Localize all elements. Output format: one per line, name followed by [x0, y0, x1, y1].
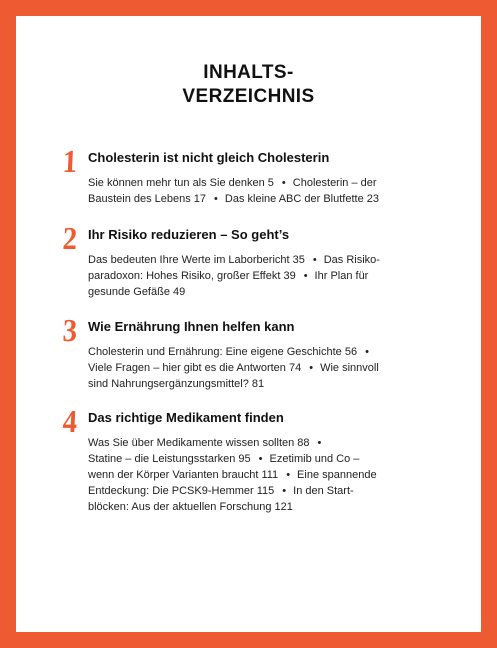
bullet-separator: • [258, 453, 263, 465]
chapter-title: Cholesterin ist nicht gleich Cholesterin [88, 150, 330, 165]
entry-text: Entdeckung: Die PCSK9-Hemmer 115 [88, 485, 275, 497]
entry-text: In den Start- [293, 485, 354, 497]
entry-line [88, 344, 418, 360]
entry-text: Cholesterin und Ernährung: Eine eigene Geschichte 56 [88, 346, 358, 358]
entry-text: Was Sie über Medikamente wissen sollten 88 [88, 437, 310, 449]
chapter-number: 4 [61, 403, 79, 439]
bullet-separator: • [312, 254, 317, 266]
entry-text: Das kleine ABC der Blutfette 23 [224, 193, 379, 205]
entry-text: paradoxon: Hohes Risiko, großer Effekt 39 [88, 270, 296, 282]
bullet-separator: • [214, 193, 218, 205]
entry-text: Eine spannende [297, 469, 377, 481]
entry-line [88, 483, 418, 499]
entry-line [88, 435, 418, 451]
entry-text: Das Risiko- [323, 254, 380, 266]
chapter-title: Wie Ernährung Ihnen helfen kann [88, 319, 295, 334]
entry-line [88, 252, 418, 268]
chapter-entries [88, 252, 418, 300]
page-title [16, 61, 481, 109]
entry-text: blöcken: Aus der aktuellen Forschung 121 [88, 501, 293, 513]
entry-text: gesunde Gefäße 49 [88, 286, 186, 298]
entry-text: Sie können mehr tun als Sie denken 5 [88, 177, 274, 189]
entry-text: Wie sinnvoll [320, 362, 379, 374]
bullet-separator: • [281, 177, 286, 189]
bullet-separator: • [303, 270, 308, 282]
chapter-title: Ihr Risiko reduzieren – So geht’s [88, 227, 290, 242]
chapter-entries [88, 175, 418, 207]
entry-line [88, 467, 418, 483]
entry-line [88, 376, 418, 392]
entry-text: Statine – die Leistungsstarken 95 [88, 453, 251, 465]
entry-text: Viele Fragen – hier gibt es die Antworten 74 [88, 362, 302, 374]
chapter-title: Das richtige Medikament finden [88, 410, 284, 425]
entry-line [88, 175, 418, 191]
bullet-separator: • [365, 346, 369, 358]
chapter-number: 2 [61, 220, 79, 256]
entry-text: Ihr Plan für [314, 270, 369, 282]
entry-text: wenn der Körper Varianten braucht 111 [88, 469, 279, 481]
title-line-1: INHALTS- [203, 62, 294, 83]
entry-line [88, 451, 418, 467]
chapter-number: 1 [61, 143, 79, 179]
entry-text: sind Nahrungsergänzungsmittel? 81 [88, 378, 265, 390]
entry-line [88, 268, 418, 284]
bullet-separator: • [317, 437, 322, 449]
entry-line [88, 499, 418, 515]
entry-text: Das bedeuten Ihre Werte im Laborbericht 35 [88, 254, 305, 266]
bullet-separator: • [282, 485, 287, 497]
entry-text: Ezetimib und Co – [269, 453, 360, 465]
entry-text: Cholesterin – der [292, 177, 377, 189]
bullet-separator: • [286, 469, 291, 481]
bullet-separator: • [309, 362, 314, 374]
entry-line [88, 191, 418, 207]
chapter-number: 3 [61, 312, 79, 348]
chapter-entries [88, 435, 418, 515]
entry-line [88, 360, 418, 376]
chapter-entries [88, 344, 418, 392]
title-line-2: VERZEICHNIS [182, 86, 315, 107]
entry-line [88, 284, 418, 300]
book-page [16, 16, 481, 632]
entry-text: Baustein des Lebens 17 [88, 193, 207, 205]
